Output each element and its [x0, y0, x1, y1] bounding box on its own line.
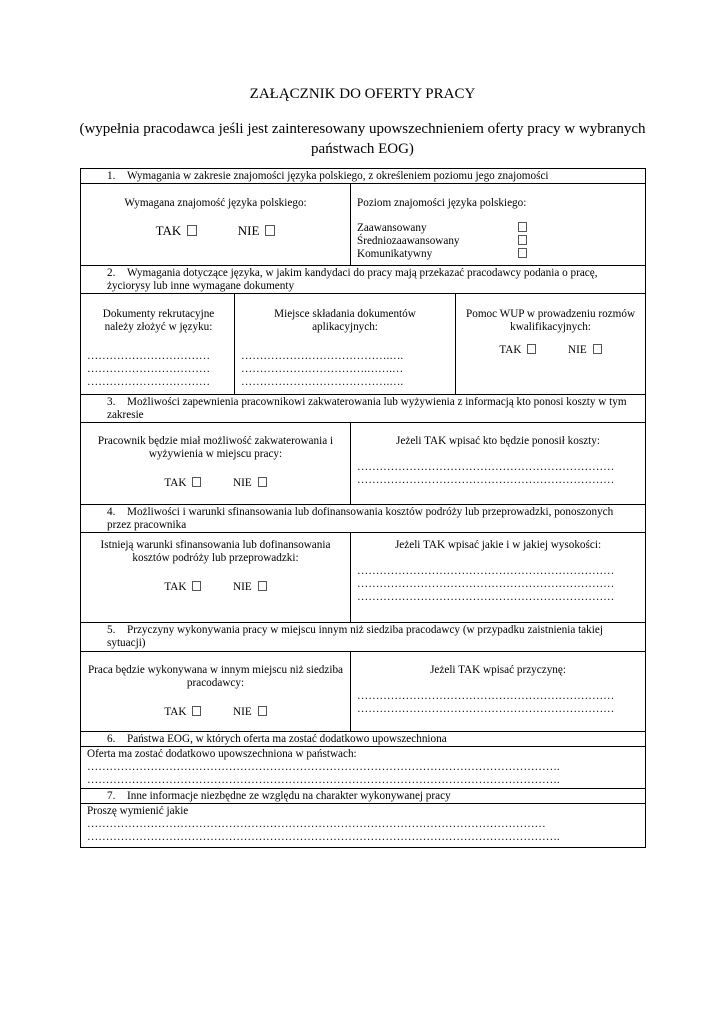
s4-right-cell: Jeżeli TAK wpisać jakie i w jakiej wysokości: …………………………………………………………… …………………………………………………………… …………………………………………………………… — [351, 533, 646, 623]
checkbox-icon[interactable] — [265, 225, 275, 236]
checkbox-icon[interactable] — [518, 235, 527, 245]
section-7-heading: 7. Inne informacje niezbędne ze względu na charakter wykonywanej pracy — [81, 789, 646, 804]
checkbox-icon[interactable] — [593, 344, 602, 354]
level-option-advanced[interactable]: Zaawansowany — [357, 222, 527, 235]
s5-nie-option[interactable]: NIE — [233, 706, 267, 718]
s5-tak-option[interactable]: TAK — [164, 706, 201, 718]
s3-tak-option[interactable]: TAK — [164, 477, 201, 489]
s2-place-field[interactable]: ………………………………….…. …………………………….…….… ………………………………….…. — [241, 350, 404, 388]
s3-costs-field[interactable]: …………………………………………………………… …………………………………………………………… — [357, 461, 615, 486]
s2-wup-cell: Pomoc WUP w prowadzeniu rozmów kwalifikacyjnych: TAK NIE — [466, 308, 636, 356]
s4-tak-option[interactable]: TAK — [164, 581, 201, 593]
checkbox-icon[interactable] — [527, 344, 536, 354]
s4-left-cell: Istnieją warunki sfinansowania lub dofinansowania kosztów podróży lub przeprowadzki: TAK NIE — [81, 533, 351, 623]
s1-required-label: Wymagana znajomość języka polskiego: — [124, 197, 307, 209]
s4-nie-option[interactable]: NIE — [233, 581, 267, 593]
checkbox-icon[interactable] — [187, 225, 197, 236]
s3-right-cell: Jeżeli TAK wpisać kto będzie ponosił koszty: …………………………………………………………… …………………………………………………………… — [351, 423, 646, 505]
s2-language-field[interactable]: …………………………… …………………………… …………………………… — [87, 350, 211, 388]
s1-level-label: Poziom znajomości języka polskiego: — [357, 197, 527, 209]
checkbox-icon[interactable] — [258, 581, 267, 591]
checkbox-icon[interactable] — [518, 248, 527, 258]
section-5-heading: 5. Przyczyny wykonywania pracy w miejscu innym niż siedziba pracodawcy (w przypadku zaistnienia takiej sytuacji) — [81, 623, 646, 652]
s7-info-field[interactable]: …………………………………………………………………………………………………………… ………………………………………………………………………………………………………………. — [87, 818, 560, 843]
s1-tak-option[interactable]: TAK — [156, 223, 198, 238]
s2-language-cell: Dokumenty rekrutacyjne należy złożyć w języku: …………………………… …………………………… …………………………… — [81, 294, 235, 394]
s2-nie-option[interactable]: NIE — [568, 344, 602, 356]
s2-tak-option[interactable]: TAK — [499, 344, 536, 356]
s5-left-cell: Praca będzie wykonywana w innym miejscu niż siedziba pracodawcy: TAK NIE — [81, 652, 351, 732]
section-4-heading: 4. Możliwości i warunki sfinansowania lub dofinansowania kosztów podróży lub przeprowadzki, ponoszonych przez pracownika — [81, 505, 646, 533]
form-table — [80, 168, 646, 848]
s7-info-cell: Proszę wymienić jakie …………………………………………………………………………………………………………… ………………………………………………………………………………………………………………. — [81, 804, 646, 848]
s6-countries-cell: Oferta ma zostać dodatkowo upowszechniona w państwach: ………………………………………………………………………………………………………………. ………………………………………………………………………………………………………………. — [81, 747, 646, 789]
section-1-heading: 1. Wymagania w zakresie znajomości języka polskiego, z określeniem poziomu jego znajomości — [81, 169, 646, 184]
s1-required-cell — [81, 184, 351, 266]
s3-left-cell: Pracownik będzie miał możliwość zakwaterowania i wyżywienia w miejscu pracy: TAK NIE — [81, 423, 351, 505]
s5-reason-field[interactable]: …………………………………………………………… …………………………………………………………… — [357, 690, 615, 715]
s2-place-cell: Miejsce składania dokumentów aplikacyjnych: ………………………………….…. …………………………….…….… ………………………………….…. — [235, 294, 456, 394]
s1-nie-option[interactable]: NIE — [238, 223, 276, 238]
form-subtitle: (wypełnia pracodawca jeśli jest zainteresowany upowszechnieniem oferty pracy w wybranych państwach EOG) — [79, 121, 646, 157]
checkbox-icon[interactable] — [192, 477, 201, 487]
checkbox-icon[interactable] — [258, 477, 267, 487]
s3-nie-option[interactable]: NIE — [233, 477, 267, 489]
s5-right-cell: Jeżeli TAK wpisać przyczynę: …………………………………………………………… …………………………………………………………… — [351, 652, 646, 732]
level-option-communicative[interactable]: Komunikatywny — [357, 248, 527, 261]
level-option-intermediate[interactable]: Średniozaawansowany — [357, 235, 527, 248]
checkbox-icon[interactable] — [192, 706, 201, 716]
s1-level-cell — [351, 184, 646, 266]
s4-details-field[interactable]: …………………………………………………………… …………………………………………………………… …………………………………………………………… — [357, 565, 615, 603]
section-6-heading: 6. Państwa EOG, w których oferta ma zostać dodatkowo upowszechniona — [81, 732, 646, 747]
form-title: ZAŁĄCZNIK DO OFERTY PRACY — [249, 86, 476, 102]
s6-countries-field[interactable]: ………………………………………………………………………………………………………………. ………………………………………………………………………………………………………………. — [87, 761, 560, 786]
checkbox-icon[interactable] — [518, 222, 527, 232]
checkbox-icon[interactable] — [192, 581, 201, 591]
checkbox-icon[interactable] — [258, 706, 267, 716]
section-3-heading: 3. Możliwości zapewnienia pracownikowi zakwaterowania lub wyżywienia z informacją kto ponosi koszty w tym zakresie — [81, 395, 646, 423]
section-2-heading: 2. Wymagania dotyczące języka, w jakim kandydaci do pracy mają przekazać pracodawcy podania o pracę, życiorysy lub inne wymagane dokumenty — [81, 266, 646, 294]
